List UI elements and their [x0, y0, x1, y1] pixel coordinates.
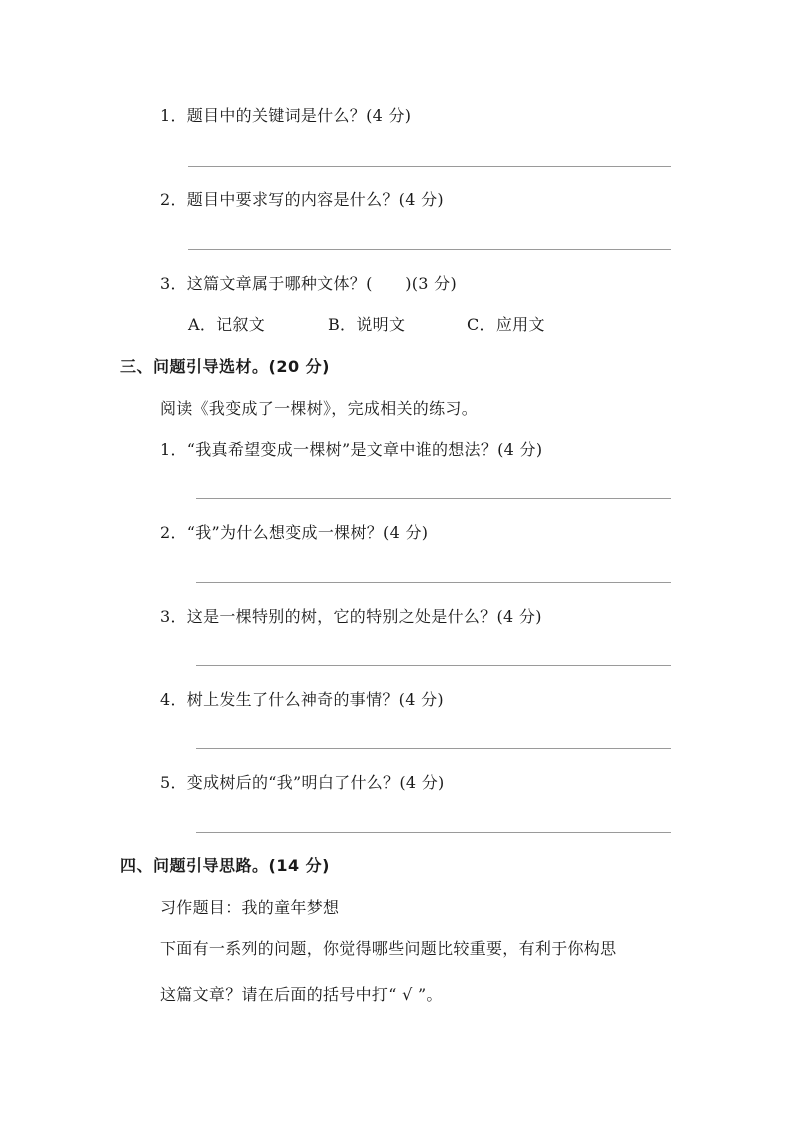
answer-line-2[interactable] — [188, 249, 671, 250]
section-3-intro: 阅读《我变成了一棵树》，完成相关的练习。 — [160, 399, 479, 418]
question-3: 3．这篇文章属于哪种文体？( )(3 分) — [160, 274, 458, 293]
s3-question-3: 3．这是一棵特别的树，它的特别之处是什么？(4 分) — [160, 607, 542, 626]
s3-question-4: 4．树上发生了什么神奇的事情？(4 分) — [160, 690, 444, 709]
question-1: 1．题目中的关键词是什么？(4 分) — [160, 106, 412, 125]
s3-answer-line-1[interactable] — [196, 498, 671, 499]
s3-question-5: 5．变成树后的“我”明白了什么？(4 分) — [160, 773, 445, 792]
section-4-instruction-line-1: 下面有一系列的问题，你觉得哪些问题比较重要，有利于你构思 — [160, 939, 617, 958]
s3-answer-line-2[interactable] — [196, 582, 671, 583]
essay-title: 习作题目：我的童年梦想 — [160, 898, 340, 917]
s3-question-1: 1．“我真希望变成一棵树”是文章中谁的想法？(4 分) — [160, 440, 543, 459]
s3-answer-line-3[interactable] — [196, 665, 671, 666]
answer-line-1[interactable] — [188, 166, 671, 167]
option-b: B．说明文 — [328, 315, 406, 334]
option-c: C．应用文 — [467, 315, 545, 334]
section-3-heading: 三、问题引导选材。(20 分) — [120, 357, 330, 376]
section-4-instruction-line-2: 这篇文章？请在后面的括号中打“ √ ”。 — [160, 985, 443, 1004]
option-a: A．记叙文 — [188, 315, 266, 334]
s3-question-2: 2．“我”为什么想变成一棵树？(4 分) — [160, 523, 429, 542]
s3-answer-line-4[interactable] — [196, 748, 671, 749]
s3-answer-line-5[interactable] — [196, 832, 671, 833]
section-4-heading: 四、问题引导思路。(14 分) — [120, 856, 330, 875]
question-2: 2．题目中要求写的内容是什么？(4 分) — [160, 190, 444, 209]
